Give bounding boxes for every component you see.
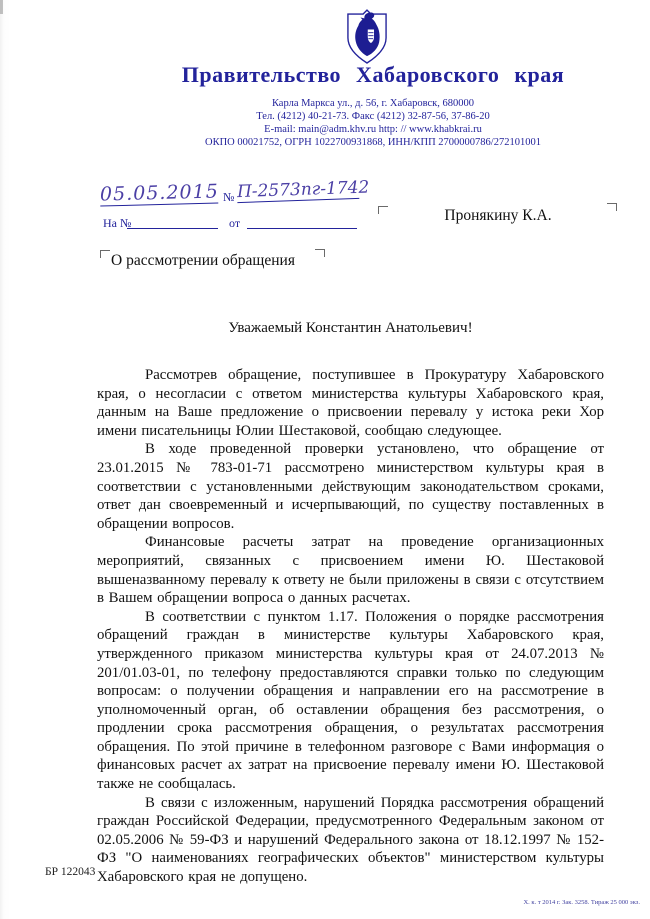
addressee-corner-right-icon — [607, 203, 617, 211]
outgoing-number-handwritten: П-2573пг-1742 — [236, 177, 370, 203]
print-shop-note: Х. к. т 2014 г. Зак. 3258. Тираж 25 000 экз. — [523, 899, 640, 906]
incoming-date-blank-line — [247, 214, 357, 229]
body-paragraph: В соответствии с пунктом 1.17. Положения о порядке рассмотрения обращений граждан в министерстве культуры Хабаровского края, утвержденного приказом министерства культуры края от 24.07.2013 № 201/01.03-01, по телефону предоставляются справки только по следующим вопросам: о получении обращения и направлении его на рассмотрение в уполномоченный орган, об оставлении обращения без рассмотрения, о продлении срока рассмотрения обращения, о результатах рассмотрения обращения. По этой причине в телефонном разговоре с Вами информация о финансовых расчет ах затрат на присвоение перевалу имени Ю. Шестаковой также не сообщалась. — [97, 608, 604, 793]
body-paragraph: В ходе проведенной проверки установлено, что обращение от 23.01.2015 № 783-01-71 рассмотрено министерством культуры края в соответствии с установленными действующим законодательством сроками, ответ дан своевременный и исчерпывающий, по существу поставленных в обращении вопросов. — [97, 441, 604, 532]
number-sign-label: № — [223, 190, 235, 204]
letter-body — [97, 366, 604, 887]
subject-line: О рассмотрении обращения — [111, 252, 295, 269]
incoming-number-label: На № — [103, 216, 132, 230]
addressee-name: Пронякину К.А. — [444, 207, 552, 224]
body-paragraph: Рассмотрев обращение, поступившее в Прокуратуру Хабаровского края, о несогласии с ответом министерства культуры Хабаровского края, данным на Ваше предложение о присвоении перевалу у истока реки Хор имени писательницы Юлии Шестаковой, сообщаю следующее. — [97, 367, 604, 439]
body-paragraph: В связи с изложенным, нарушений Порядка рассмотрения обращений граждан Российской Федерации, предусмотренного Федеральным законом от 02.05.2006 № 59-ФЗ и нарушений Федерального закона от 18.12.1997 № 152-ФЗ "О наименованиях географических объектов" министерством культуры Хабаровского края не допущено. — [97, 794, 604, 886]
subject-corner-left-icon — [100, 250, 110, 258]
org-email-website: E-mail: main@adm.khv.ru http: // www.khabkrai.ru — [264, 124, 482, 135]
subject-corner-right-icon — [315, 249, 325, 257]
incoming-number-blank-line — [127, 214, 218, 229]
org-phone-fax: Тел. (4212) 40-21-73. Факс (4212) 32-87-56, 37-86-20 — [256, 111, 490, 122]
khabarovsk-coat-of-arms-icon — [341, 8, 393, 66]
salutation: Уважаемый Константин Анатольевич! — [228, 320, 473, 336]
org-postal-address: Карла Маркса ул., д. 56, г. Хабаровск, 680000 — [271, 98, 475, 109]
addressee-corner-left-icon — [378, 206, 388, 214]
scan-artifact — [0, 0, 3, 14]
incoming-from-label: от — [229, 216, 241, 230]
org-registration-numbers: ОКПО 00021752, ОГРН 1022700931868, ИНН/КПП 2700000786/272101001 — [205, 137, 541, 148]
body-paragraph: Финансовые расчеты затрат на проведение организационных мероприятий, связанных с присвоением имени Ю. Шестаковой вышеназванному перевалу к ответу не были приложены в связи с отсутствием в Вашем обращении вопроса о данных расчетах. — [97, 534, 604, 607]
org-name: Правительство Хабаровского края — [181, 62, 565, 87]
form-blank-code: БР 122043 — [45, 866, 96, 878]
outgoing-date-handwritten: 05.05.2015 — [99, 180, 220, 206]
org-contact-block — [0, 97, 650, 149]
